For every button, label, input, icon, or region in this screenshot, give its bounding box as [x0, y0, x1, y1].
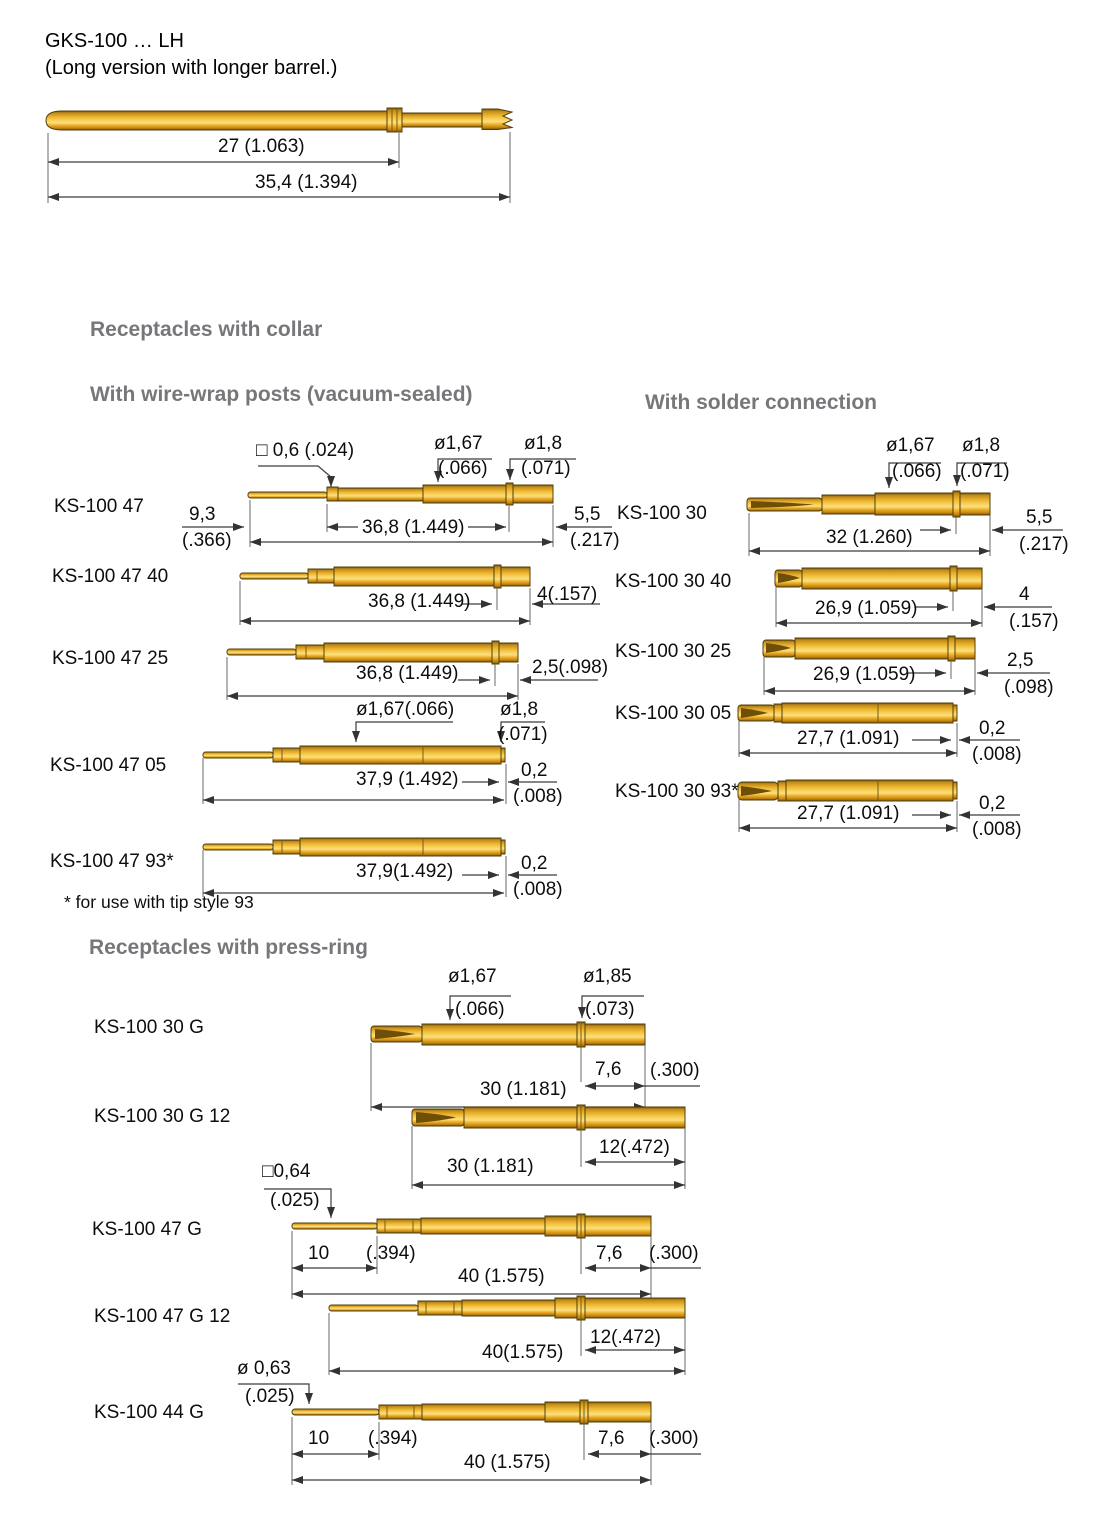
dim-diameter: ø 0,63: [237, 1358, 291, 1379]
row-label: KS-100 47 05: [50, 755, 167, 776]
dim-length: 36,8 (1.449): [356, 663, 459, 684]
row-label: KS-100 44 G: [94, 1402, 204, 1423]
dim-length: 40 (1.575): [458, 1266, 545, 1287]
dim-post: 10: [308, 1428, 330, 1449]
dim-tail: 0,2: [521, 853, 548, 874]
dim-length: 26,9 (1.059): [815, 598, 918, 619]
dim-diameter-inch: (.071): [960, 461, 1010, 482]
dim-gks-total: 35,4 (1.394): [255, 172, 358, 193]
dim-length: 32 (1.260): [826, 527, 913, 548]
dim-tail-inch: (.217): [1019, 534, 1069, 555]
dim-tail: 7,6: [595, 1059, 622, 1080]
dim-tail: 2,5(.098): [532, 657, 609, 678]
dim-diameter-inch: (.025): [245, 1386, 295, 1407]
dim-length: 26,9 (1.059): [813, 664, 916, 685]
dim-tail-inch: (.217): [570, 530, 620, 551]
dim-tail-inch: (.008): [513, 786, 563, 807]
dim-post-inch: (.394): [366, 1243, 416, 1264]
heading-pressring: Receptacles with press-ring: [89, 936, 368, 959]
dim-tail: 0,2: [979, 718, 1006, 739]
dim-tail-inch: (.008): [972, 744, 1022, 765]
dim-tail: 0,2: [521, 760, 548, 781]
dim-diameter-inch: (.066): [892, 461, 942, 482]
row-label: KS-100 47 93*: [50, 851, 174, 872]
dim-length: 27,7 (1.091): [797, 803, 900, 824]
dim-tail-inch: (.300): [649, 1243, 699, 1264]
dim-tail: 4(.157): [537, 584, 598, 605]
dim-tail: 0,2: [979, 793, 1006, 814]
dim-length: 27,7 (1.091): [797, 728, 900, 749]
dim-diameter: ø1,67: [886, 435, 935, 456]
dim-diameter-inch: (.071): [521, 458, 571, 479]
model-description: (Long version with longer barrel.): [45, 57, 338, 79]
dim-diameter-inch: (.066): [438, 458, 488, 479]
row-label: KS-100 30 05: [615, 703, 732, 724]
row-label: KS-100 30 40: [615, 571, 732, 592]
dim-diameter: ø1,67(.066): [356, 699, 455, 720]
dim-length: 40 (1.575): [464, 1452, 551, 1473]
dim-length: 36,8 (1.449): [358, 517, 468, 538]
dim-tail-inch: (.008): [972, 819, 1022, 840]
dim-tail: 4: [1019, 584, 1030, 605]
dim-tail: 7,6: [596, 1243, 623, 1264]
dim-tail: 5,5: [574, 504, 601, 525]
dim-length: 40(1.575): [482, 1342, 564, 1363]
dim-diameter-inch: (.071): [498, 724, 548, 745]
dim-tail: 12(.472): [599, 1137, 670, 1158]
row-label: KS-100 30 25: [615, 641, 732, 662]
dim-post-inch: (.394): [368, 1428, 418, 1449]
dim-tail: 2,5: [1007, 650, 1034, 671]
dim-diameter: ø1,85: [583, 966, 632, 987]
heading-wirewrap-posts: With wire-wrap posts (vacuum-sealed): [90, 383, 473, 406]
dim-tail: 12(.472): [590, 1327, 661, 1348]
dim-diameter: ø1,8: [962, 435, 1001, 456]
dim-square: □0,64: [262, 1161, 311, 1182]
dim-diameter-inch: (.073): [585, 999, 635, 1020]
dim-tail: 5,5: [1026, 507, 1053, 528]
row-label: KS-100 47 G: [92, 1219, 202, 1240]
row-label: KS-100 30 G: [94, 1017, 204, 1038]
dim-post: 10: [308, 1243, 330, 1264]
dim-tail: 7,6: [598, 1428, 625, 1449]
dim-length: 37,9(1.492): [356, 861, 454, 882]
dim-post-inch: (.366): [182, 530, 232, 551]
row-label: KS-100 30 93*: [615, 781, 739, 802]
heading-solder-connection: With solder connection: [645, 391, 877, 414]
dim-tail-inch: (.157): [1009, 611, 1059, 632]
dim-tail-inch: (.300): [650, 1060, 700, 1081]
dim-diameter: ø1,8: [524, 433, 563, 454]
heading-receptacles-collar: Receptacles with collar: [90, 318, 323, 341]
row-label: KS-100 47 40: [52, 566, 169, 587]
footnote: * for use with tip style 93: [64, 892, 254, 912]
dim-square-inch: (.025): [270, 1190, 320, 1211]
dim-length: 30 (1.181): [480, 1079, 567, 1100]
row-label: KS-100 47: [54, 496, 144, 517]
dim-length: 37,9 (1.492): [356, 769, 459, 790]
dim-gks-inner: 27 (1.063): [218, 136, 305, 157]
dim-length: 36,8 (1.449): [368, 591, 471, 612]
dim-diameter: ø1,67: [434, 433, 483, 454]
dim-diameter: ø1,67: [448, 966, 497, 987]
dim-post: 9,3: [189, 504, 216, 525]
row-label: KS-100 30: [617, 503, 707, 524]
dim-diameter-inch: (.066): [455, 999, 505, 1020]
dim-tail-inch: (.008): [513, 879, 563, 900]
dim-tail-inch: (.300): [649, 1428, 699, 1449]
row-label: KS-100 47 G 12: [94, 1306, 231, 1327]
row-label: KS-100 30 G 12: [94, 1106, 231, 1127]
dim-diameter: ø1,8: [500, 699, 539, 720]
row-label: KS-100 47 25: [52, 648, 169, 669]
dim-length: 30 (1.181): [447, 1156, 534, 1177]
dim-square: □ 0,6 (.024): [256, 440, 355, 461]
model-title: GKS-100 … LH: [45, 30, 184, 52]
dim-tail-inch: (.098): [1004, 677, 1054, 698]
